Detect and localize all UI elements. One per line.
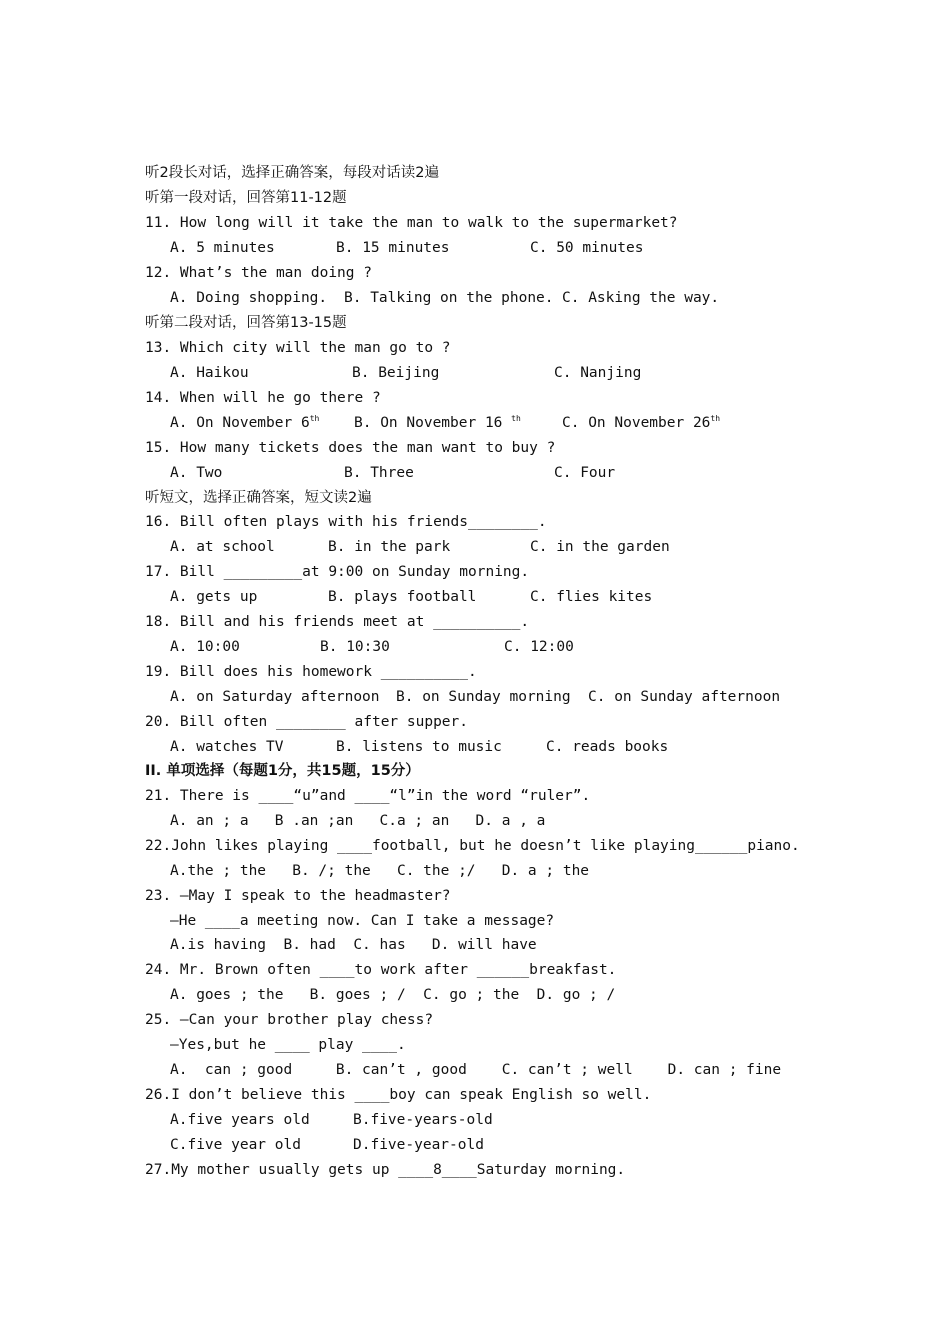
option-b: B. On November 16 $^{th}$ <box>354 414 521 431</box>
option-d: D.five-year-old <box>353 1137 484 1153</box>
option-c: C. Nanjing <box>554 365 642 381</box>
question-21-options: A. an ; a B .an ;an C.a ; an D. a , a <box>170 813 546 829</box>
question-20: 20. Bill often ________ after supper. <box>145 714 469 730</box>
question-12: 12. What’s the man doing ? <box>145 265 372 281</box>
option-c: C. On November 26th <box>562 414 721 431</box>
question-23-reply: —He ____a meeting now. Can I take a message? <box>170 913 555 929</box>
option-b: B. 15 minutes <box>336 240 450 256</box>
question-16-options <box>170 537 870 557</box>
question-15: 15. How many tickets does the man want to buy ? <box>145 440 556 456</box>
question-13-options <box>170 363 870 383</box>
heading-dialogue-2: 听第二段对话，回答第13-15题 <box>145 315 347 331</box>
option-a: A. Two <box>170 465 223 481</box>
question-19-options <box>170 687 870 707</box>
option-a: A. On November 6th <box>170 414 320 431</box>
heading-section-2: II. 单项选择（每题1分，共15题，15分） <box>145 763 420 779</box>
option-c: C. Asking the way. <box>562 290 720 306</box>
option-b: B. 10:30 <box>320 639 390 655</box>
option-a: A. at school <box>170 539 275 555</box>
question-26: 26.I don’t believe this ____boy can speak English so well. <box>145 1087 652 1103</box>
question-24-options: A. goes ; the B. goes ; / C. go ; the D. go ; / <box>170 987 616 1003</box>
question-15-options <box>170 463 870 483</box>
option-a: A. Haikou <box>170 365 249 381</box>
question-12-options <box>170 288 870 308</box>
option-c: C. 50 minutes <box>530 240 644 256</box>
question-13: 13. Which city will the man go to ? <box>145 340 451 356</box>
question-25: 25. —Can your brother play chess? <box>145 1012 434 1028</box>
question-20-options <box>170 737 870 757</box>
heading-long-dialogues: 听2段长对话，选择正确答案，每段对话读2遍 <box>145 165 439 181</box>
question-22-options: A.the ; the B. /; the C. the ;/ D. a ; the <box>170 863 590 879</box>
question-26-options-row-2 <box>170 1135 670 1155</box>
question-19: 19. Bill does his homework __________. <box>145 664 477 680</box>
question-17: 17. Bill _________at 9:00 on Sunday morning. <box>145 564 530 580</box>
question-11: 11. How long will it take the man to walk to the supermarket? <box>145 215 678 231</box>
question-23: 23. —May I speak to the headmaster? <box>145 888 451 904</box>
option-c: C.five year old <box>170 1137 301 1153</box>
question-26-options-row-1 <box>170 1110 670 1130</box>
option-a: A. 5 minutes <box>170 240 275 256</box>
option-a: A. 10:00 <box>170 639 240 655</box>
question-11-options <box>170 238 870 258</box>
question-14-options <box>170 413 870 433</box>
option-a: A. watches TV <box>170 739 284 755</box>
question-27: 27.My mother usually gets up ____8____Saturday morning. <box>145 1162 626 1178</box>
option-a: A. gets up <box>170 589 258 605</box>
option-c: C. flies kites <box>530 589 653 605</box>
option-a: A.five years old <box>170 1112 310 1128</box>
question-25-reply: —Yes,but he ____ play ____. <box>170 1037 406 1053</box>
option-b: B. Three <box>344 465 414 481</box>
question-18-options <box>170 637 870 657</box>
option-c: C. Four <box>554 465 616 481</box>
question-22: 22.John likes playing ____football, but he doesn’t like playing______piano. <box>145 838 800 854</box>
option-b: B. on Sunday morning <box>396 689 571 705</box>
option-c: C. in the garden <box>530 539 670 555</box>
option-a: A. Doing shopping. <box>170 290 328 306</box>
question-14: 14. When will he go there ? <box>145 390 381 406</box>
option-b: B. Beijing <box>352 365 440 381</box>
option-c: C. 12:00 <box>504 639 574 655</box>
option-a: A. on Saturday afternoon <box>170 689 380 705</box>
option-c: C. on Sunday afternoon <box>588 689 781 705</box>
question-18: 18. Bill and his friends meet at __________. <box>145 614 530 630</box>
option-b: B. plays football <box>328 589 477 605</box>
option-b: B.five-years-old <box>353 1112 493 1128</box>
heading-passage: 听短文，选择正确答案，短文读2遍 <box>145 490 372 506</box>
heading-dialogue-1: 听第一段对话，回答第11-12题 <box>145 190 347 206</box>
question-21: 21. There is ____“u”and ____“l”in the word “ruler”. <box>145 788 591 804</box>
option-c: C. reads books <box>546 739 669 755</box>
question-25-options: A. can ; good B. can’t , good C. can’t ; well D. can ; fine <box>170 1062 782 1078</box>
question-16: 16. Bill often plays with his friends________. <box>145 514 547 530</box>
option-b: B. in the park <box>328 539 451 555</box>
question-17-options <box>170 587 870 607</box>
question-24: 24. Mr. Brown often ____to work after ______breakfast. <box>145 962 617 978</box>
question-23-options: A.is having B. had C. has D. will have <box>170 937 537 953</box>
option-b: B. Talking on the phone. <box>344 290 554 306</box>
option-b: B. listens to music <box>336 739 502 755</box>
